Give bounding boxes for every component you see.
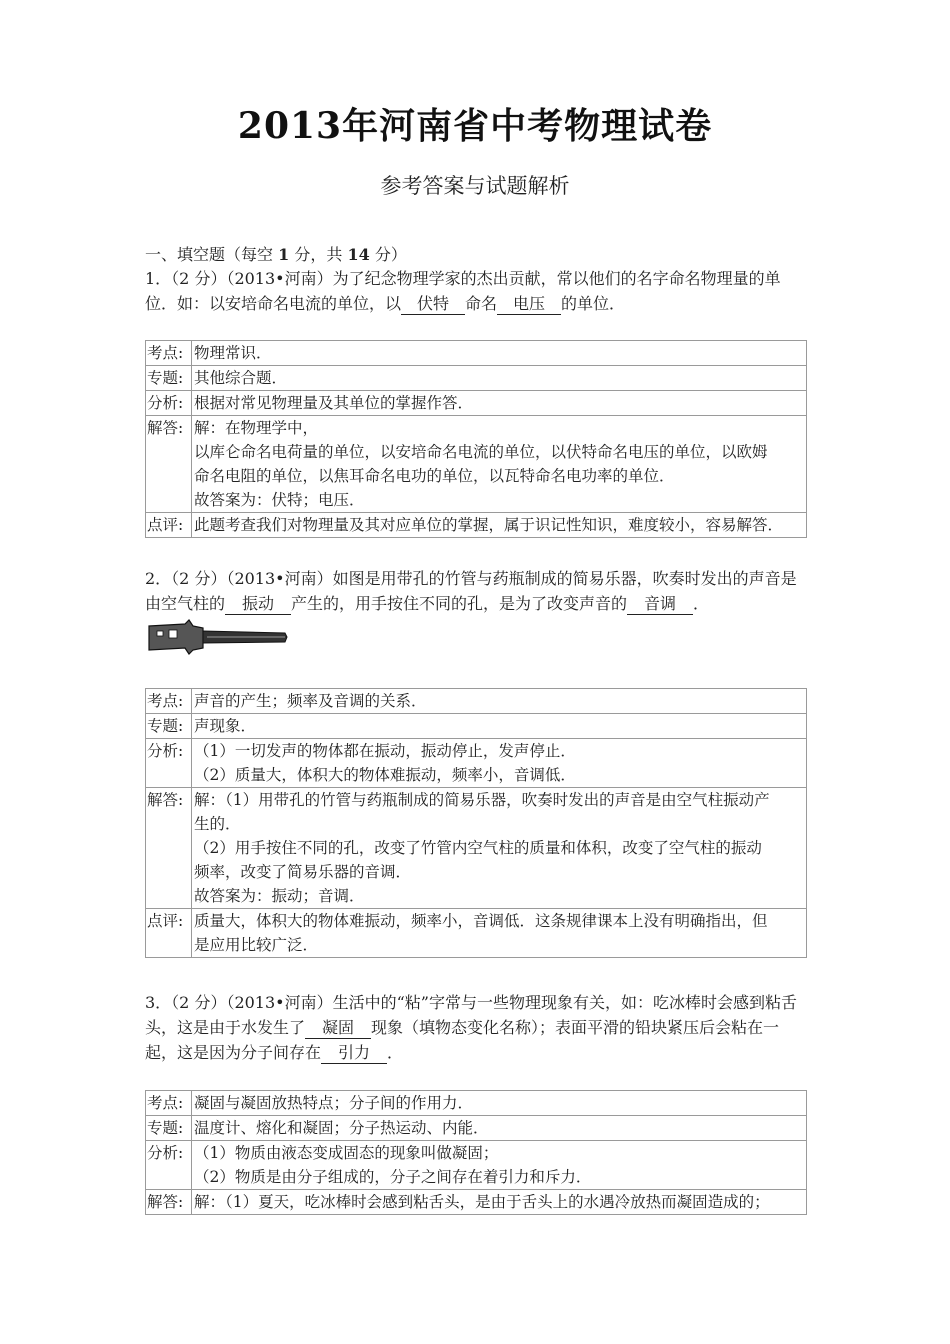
row-value xyxy=(192,714,807,739)
table-row xyxy=(146,366,807,391)
row-text-line: 以库仑命名电荷量的单位，以安培命名电流的单位，以伏特命名电压的单位，以欧姆 xyxy=(194,443,768,461)
row-text-line: 质量大，体积大的物体难振动，频率小，音调低．这条规律课本上没有明确指出，但 xyxy=(194,912,768,930)
question-1-text-a: 位．如：以安培命名电流的单位，以 xyxy=(145,294,402,313)
section-mid: 分，共 xyxy=(294,245,343,264)
row-label: 分析: xyxy=(146,739,192,788)
row-label: 解答: xyxy=(146,1190,192,1215)
question-2-answer-blank-1: 振动 xyxy=(225,594,291,615)
question-1-answer-blank-1: 伏特 xyxy=(401,294,465,315)
row-text-line: （2）物质是由分子组成的，分子之间存在着引力和斥力． xyxy=(194,1168,592,1186)
row-text-line: 根据对常见物理量及其单位的掌握作答． xyxy=(194,394,474,412)
question-1-text-b: 命名 xyxy=(465,294,498,313)
instrument-illustration xyxy=(145,618,290,660)
row-value xyxy=(192,1116,807,1141)
question-1 xyxy=(145,266,810,316)
question-2 xyxy=(145,566,810,616)
row-text-line: 声现象． xyxy=(194,717,257,735)
question-3-line1: 3．（2 分）（2013•河南）生活中的“粘”字常与一些物理现象有关，如：吃冰棒时会感到粘舌 xyxy=(145,993,797,1012)
answer-table-3 xyxy=(145,1090,807,1215)
row-label: 点评: xyxy=(146,513,192,538)
question-2-line2 xyxy=(145,591,810,616)
table-row xyxy=(146,689,807,714)
answer-table-2 xyxy=(145,688,807,958)
table-row xyxy=(146,1190,807,1215)
row-label: 专题: xyxy=(146,366,192,391)
row-text-line: 生的． xyxy=(194,815,241,833)
row-value xyxy=(192,513,807,538)
row-text-line: 是应用比较广泛． xyxy=(194,936,319,954)
question-3-answer-blank-1: 凝固 xyxy=(305,1018,371,1039)
page-title: 2013年河南省中考物理试卷 xyxy=(237,105,713,147)
row-label: 解答: xyxy=(146,788,192,909)
row-value xyxy=(192,689,807,714)
row-text-line: （2）用手按住不同的孔，改变了竹管内空气柱的质量和体积，改变了空气柱的振动 xyxy=(194,839,762,857)
row-text-line: 此题考查我们对物理量及其对应单位的掌握，属于识记性知识，难度较小，容易解答． xyxy=(194,516,784,534)
row-text-line: 解：（1）夏天，吃冰棒时会感到粘舌头，是由于舌头上的水遇冷放热而凝固造成的； xyxy=(194,1193,770,1211)
row-label: 分析: xyxy=(146,391,192,416)
table-row xyxy=(146,739,807,788)
question-3-text-d: ． xyxy=(387,1043,404,1062)
question-1-line1: 1．（2 分）（2013•河南）为了纪念物理学家的杰出贡献，常以他们的名字命名物理量的单 xyxy=(145,269,781,288)
row-value xyxy=(192,341,807,366)
answer-table-1 xyxy=(145,340,807,538)
table-row xyxy=(146,1116,807,1141)
section-score-total: 14 xyxy=(347,245,370,264)
row-text-line: 频率，改变了简易乐器的音调． xyxy=(194,863,412,881)
table-row xyxy=(146,788,807,909)
question-3 xyxy=(145,990,810,1065)
row-label: 专题: xyxy=(146,714,192,739)
row-value xyxy=(192,1141,807,1190)
question-2-answer-blank-2: 音调 xyxy=(627,594,693,615)
table-row xyxy=(146,714,807,739)
row-label: 点评: xyxy=(146,909,192,958)
row-label: 考点: xyxy=(146,341,192,366)
row-label: 解答: xyxy=(146,416,192,513)
question-3-text-b: 现象（填物态变化名称）；表面平滑的铅块紧压后会粘在一 xyxy=(371,1018,780,1037)
section-suffix: 分） xyxy=(374,245,407,264)
row-label: 考点: xyxy=(146,689,192,714)
section-heading xyxy=(145,242,407,265)
row-value xyxy=(192,788,807,909)
question-2-text-c: ． xyxy=(693,594,710,613)
row-text-line: 解：在物理学中， xyxy=(194,419,319,437)
question-1-line2 xyxy=(145,291,810,316)
table-row xyxy=(146,909,807,958)
row-text-line: 温度计、熔化和凝固；分子热运动、内能． xyxy=(194,1119,489,1137)
row-text-line: 故答案为：伏特；电压． xyxy=(194,491,365,509)
section-prefix: 一、填空题（每空 xyxy=(145,245,274,264)
question-1-text-c: 的单位． xyxy=(561,294,626,313)
row-value xyxy=(192,739,807,788)
table-row xyxy=(146,341,807,366)
row-text-line: （1）物质由液态变成固态的现象叫做凝固； xyxy=(194,1144,499,1162)
table-row xyxy=(146,513,807,538)
row-value xyxy=(192,1091,807,1116)
row-label: 专题: xyxy=(146,1116,192,1141)
row-text-line: （1）一切发声的物体都在振动，振动停止，发声停止． xyxy=(194,742,576,760)
row-text-line: 解：（1）用带孔的竹管与药瓶制成的简易乐器，吹奏时发出的声音是由空气柱振动产 xyxy=(194,791,770,809)
row-text-line: （2）质量大，体积大的物体难振动，频率小，音调低． xyxy=(194,766,576,784)
question-3-text-a: 头，这是由于水发生了 xyxy=(145,1018,306,1037)
section-score-each: 1 xyxy=(278,245,290,264)
row-value xyxy=(192,416,807,513)
question-3-text-c: 起，这是因为分子间存在 xyxy=(145,1043,322,1062)
row-text-line: 物理常识． xyxy=(194,344,272,362)
page-subtitle: 参考答案与试题解析 xyxy=(380,174,570,198)
table-row xyxy=(146,1091,807,1116)
question-2-text-b: 产生的，用手按住不同的孔，是为了改变声音的 xyxy=(291,594,628,613)
row-text-line: 命名电阻的单位，以焦耳命名电功的单位，以瓦特命名电功率的单位． xyxy=(194,467,675,485)
question-1-answer-blank-2: 电压 xyxy=(497,294,561,315)
flute-instrument-icon xyxy=(145,618,290,656)
row-text-line: 故答案为：振动；音调． xyxy=(194,887,365,905)
row-value xyxy=(192,909,807,958)
question-2-line1: 2．（2 分）（2013•河南）如图是用带孔的竹管与药瓶制成的简易乐器，吹奏时发出的声音是 xyxy=(145,569,797,588)
table-row xyxy=(146,1141,807,1190)
question-3-line2 xyxy=(145,1015,810,1040)
question-3-answer-blank-2: 引力 xyxy=(321,1043,387,1064)
question-2-text-a: 由空气柱的 xyxy=(145,594,226,613)
row-value xyxy=(192,391,807,416)
row-label: 分析: xyxy=(146,1141,192,1190)
row-text-line: 其他综合题． xyxy=(194,369,288,387)
row-label: 考点: xyxy=(146,1091,192,1116)
table-row xyxy=(146,416,807,513)
table-row xyxy=(146,391,807,416)
row-text-line: 声音的产生；频率及音调的关系． xyxy=(194,692,427,710)
row-text-line: 凝固与凝固放热特点；分子间的作用力． xyxy=(194,1094,474,1112)
question-3-line3 xyxy=(145,1040,810,1065)
row-value xyxy=(192,1190,807,1215)
row-value xyxy=(192,366,807,391)
